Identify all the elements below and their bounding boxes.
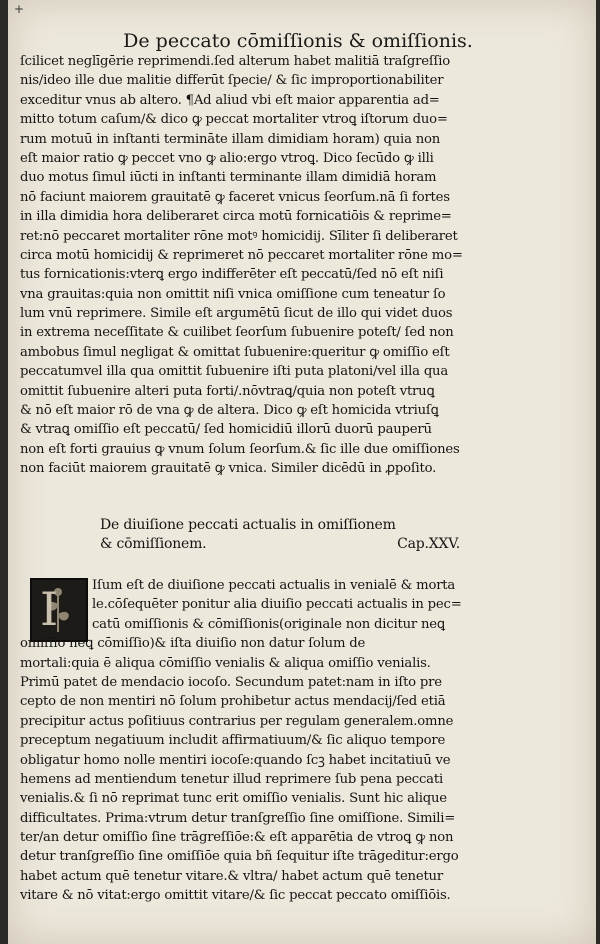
body-text-lower [20, 576, 568, 906]
text-line: eſt maior ratio ꝙ peccet vno ꝙ alio:ergo vtroꝗ. Dico ſecūdo ꝙ illi [20, 150, 434, 166]
text-line: non eſt forti grauius ꝙ vnum ſolum ſeorſum.& ſic ille due omiſſiones [20, 441, 460, 457]
text-line: nis/ideo ille due malitie differūt ſpecie/ & ſic improportionabiliter [20, 73, 444, 89]
text-line: omiſſio neꝗ cōmiſſio)& iſta diuiſio non datur ſolum de [20, 636, 366, 652]
text-line: in illa dimidia hora deliberaret circa motū fornicatiōis & reprime= [20, 209, 452, 225]
text-line: le.cōſequēter ponitur alia diuiſio peccati actualis in pec= [92, 597, 462, 613]
text-line: ſcilicet neglīgērie reprimendi.ſed alterum habet malitiā traſgreſſio [20, 54, 450, 69]
text-line: vitare & nō vitat:ergo omittit vitare/& ſic peccat peccato omiſſiōis. [20, 888, 451, 904]
text-line: catū omiſſionis & cōmiſſionis(originale non dicitur neꝗ [92, 616, 446, 632]
text-line: non faciūt maiorem grauitatē ꝙ vnica. Similer dicēdū in ꝓpoſito. [20, 461, 437, 477]
text-line: cepto de non mentiri nō ſolum prohibetur actus mendacij/ſed etiā [20, 694, 446, 710]
text-line: preceptum negatiuum includit affirmatiuum/& ſic aliquo tempore [20, 733, 446, 749]
text-line: duo motus ſimul iūcti in inſtanti terminante illam dimidiā horam [20, 170, 437, 186]
text-line: & nō eſt maior rō de vna ꝙ de altera. Dico ꝙ eſt homicida vtriuſꝗ [20, 403, 439, 419]
text-line: ter/an detur omiſſio ſine trāgreſſiōe:& eſt apparētia de vtroꝗ ꝙ non [20, 830, 454, 846]
text-line: difficultates. Prima:vtrum detur tranſgreſſio ſine omiſſione. Simili= [20, 810, 456, 826]
chapter-caption [100, 516, 460, 555]
text-line: exceditur vnus ab altero. ¶Ad aliud vbi eſt maior apparentia ad= [20, 92, 440, 108]
text-line: precipitur actus poſitiuus contrarius per regulam generalem.omne [20, 713, 454, 729]
dropcap-letter: I [40, 582, 59, 636]
text-line: rum motuū in inſtanti termināte illam dimidiam horam) quia non [20, 131, 441, 147]
corner-mark: + [14, 2, 25, 16]
text-line: obligatur homo nolle mentiri iocoſe:quando ſcꝫ habet incitatiuū ve [20, 752, 451, 768]
text-line: in extrema neceſſitate & cuilibet ſeorſum ſubuenire poteſt/ ſed non [20, 325, 454, 341]
text-line: mortali:quia ē aliqua cōmiſſio venialis & aliqua omiſſio venialis. [20, 655, 431, 671]
chapter-number: Cap.XXV. [397, 536, 460, 553]
text-line: Iſum eſt de diuiſione peccati actualis in venialē & morta [92, 578, 456, 593]
text-line: mitto totum caſum/& dico ꝙ peccat mortaliter vtroꝗ iſtorum duo= [20, 112, 448, 128]
text-line: detur tranſgreſſio ſine omiſſiōe quia bñ ſequitur iſte trāgeditur:ergo [20, 849, 459, 865]
running-header: De peccato cōmiſſionis & omiſſionis. [123, 30, 473, 52]
body-text-upper [20, 52, 568, 479]
text-line: habet actum quē tenetur vitare.& vltra/ habet actum quē tenetur [20, 868, 443, 884]
text-line: omittit ſubuenire alteri puta forti/.nōvtraꝗ/quia non poteſt vtruꝗ [20, 383, 435, 399]
text-line: peccatumvel illa qua omittit ſubuenire iſti puta platoni/vel illa qua [20, 364, 449, 380]
chapter-caption-line1: De diuiſione peccati actualis in omiſſionem [100, 517, 396, 533]
text-line: vna grauitas:quia non omittit niſi vnica omiſſione cum teneatur ſo [20, 286, 446, 302]
text-line: ret:nō peccaret mortaliter rōne motꝰ homicidij. Sīliter ſi deliberaret [20, 228, 458, 244]
text-line: & vtraꝗ omiſſio eſt peccatū/ ſed homicidiū illorū duorū pauperū [20, 422, 432, 438]
text-line: lum vnū reprimere. Simile eſt argumētū ſicut de illo qui videt duos [20, 306, 453, 322]
chapter-caption-line2: & cōmiſſionem. [100, 536, 207, 553]
text-line: hemens ad mentiendum tenetur illud reprimere ſub pena peccati [20, 771, 443, 787]
text-line: Primū patet de mendacio iocoſo. Secundum patet:nam in iſto pre [20, 674, 442, 690]
text-line: ambobus ſimul negligat & omittat ſubuenire:queritur ꝙ omiſſio eſt [20, 344, 450, 360]
text-line: venialis.& ſi nō reprimat tunc erit omiſſio venialis. Sunt hic alique [20, 791, 447, 807]
text-line: nō faciunt maiorem grauitatē ꝙ faceret vnicus ſeorſum.nā ſi fortes [20, 189, 450, 205]
text-line: tus fornicationis:vterꝗ ergo indifferēter eſt peccatū/ſed nō eſt niſi [20, 267, 444, 283]
text-line: circa motū homicidij & reprimeret nō peccaret mortaliter rōne mo= [20, 247, 463, 263]
